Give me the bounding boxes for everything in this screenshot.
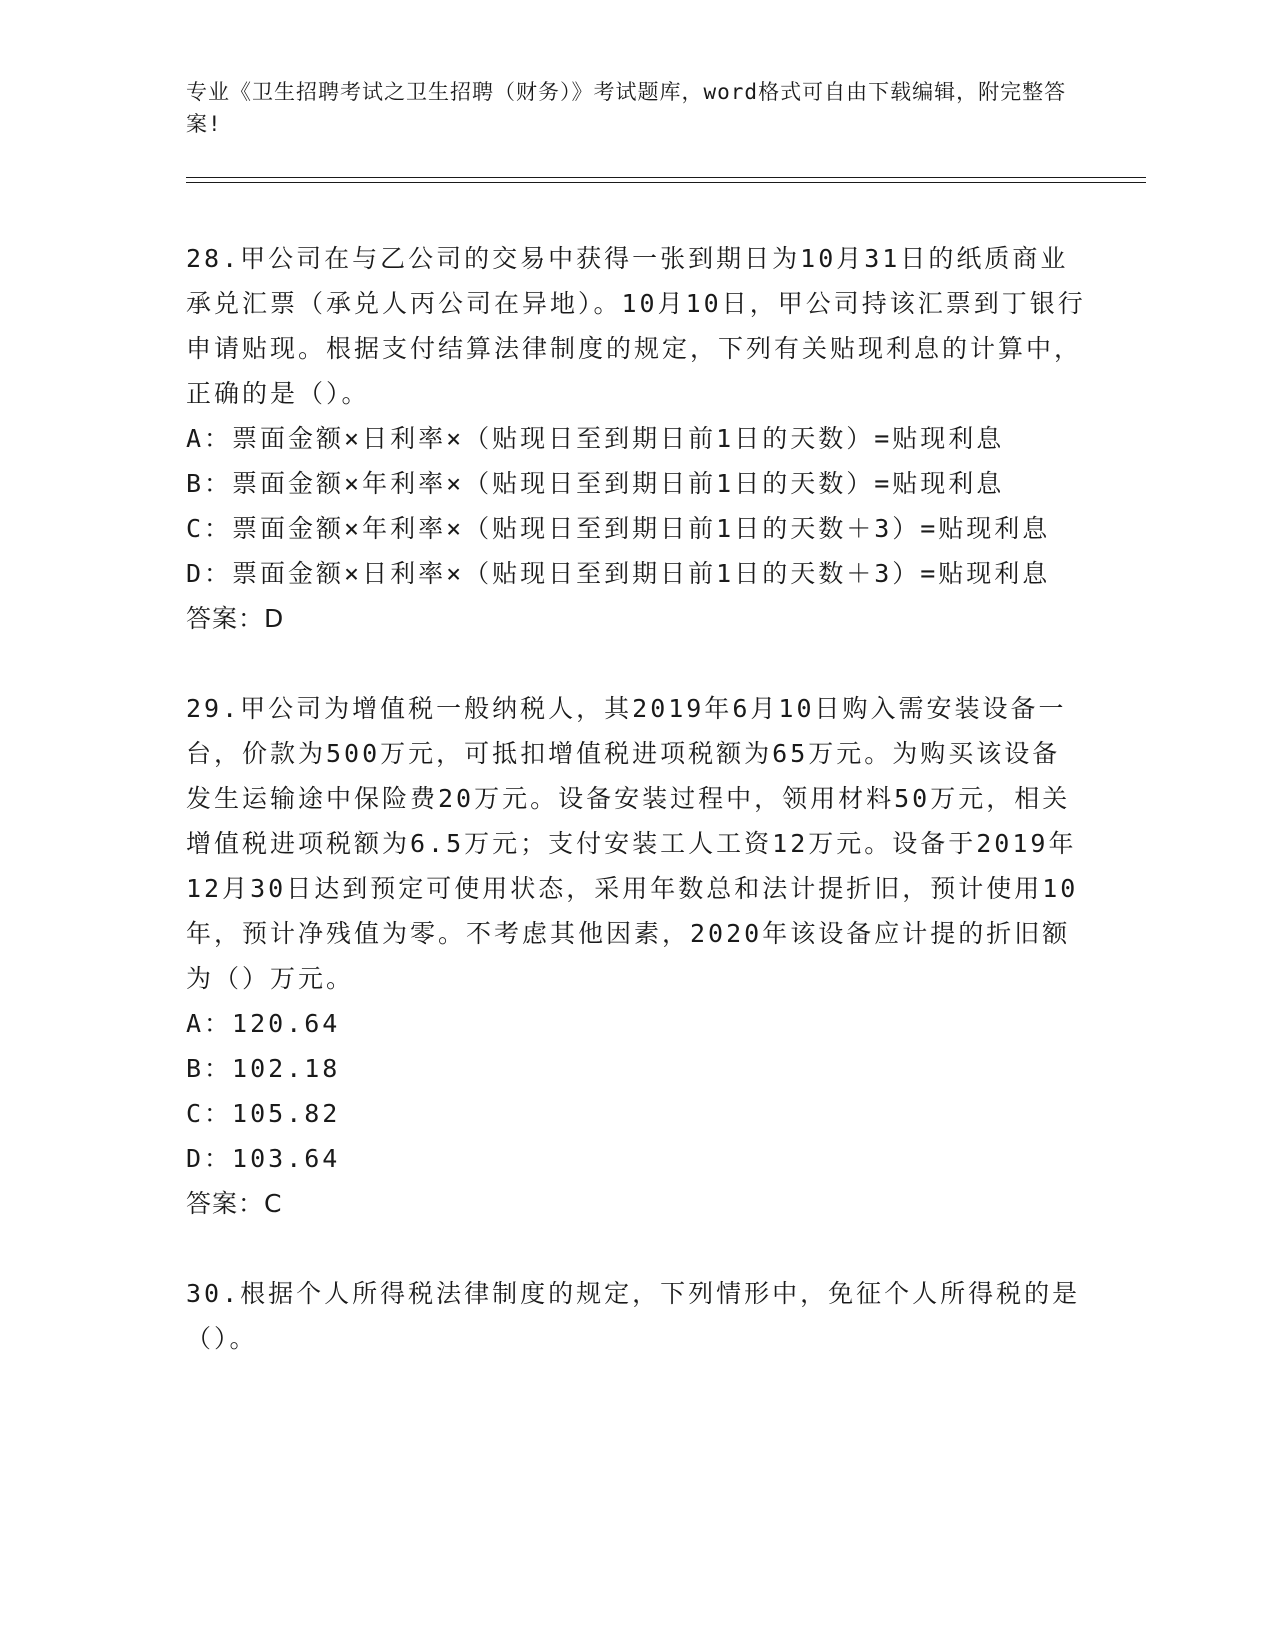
option-a: A：票面金额×日利率×（贴现日至到期日前1日的天数）=贴现利息 <box>186 424 1005 453</box>
question-list <box>186 236 1086 1361</box>
question-28 <box>186 236 1086 641</box>
question-spacer <box>186 641 1086 686</box>
option-a: A：120.64 <box>186 1009 341 1038</box>
option-c: C：105.82 <box>186 1099 341 1128</box>
question-stem: 30.根据个人所得税法律制度的规定，下列情形中，免征个人所得税的是（）。 <box>186 1279 1081 1353</box>
option-d: D：票面金额×日利率×（贴现日至到期日前1日的天数＋3）=贴现利息 <box>186 559 1051 588</box>
answer-label: 答案：C <box>186 1189 283 1218</box>
option-b: B：票面金额×年利率×（贴现日至到期日前1日的天数）=贴现利息 <box>186 469 1005 498</box>
answer-label: 答案：D <box>186 604 285 633</box>
option-c: C：票面金额×年利率×（贴现日至到期日前1日的天数＋3）=贴现利息 <box>186 514 1051 543</box>
question-spacer <box>186 1226 1086 1271</box>
document-header: 专业《卫生招聘考试之卫生招聘（财务）》考试题库，word格式可自由下载编辑，附完整答案! <box>186 80 1067 136</box>
question-stem: 29.甲公司为增值税一般纳税人，其2019年6月10日购入需安装设备一台，价款为500万元，可抵扣增值税进项税额为65万元。为购买该设备发生运输途中保险费20万元。设备安装过程中，领用材料50万元，相关增值税进项税额为6.5万元；支付安装工人工资12万元。设备于2019年12月30日达到预定可使用状态，采用年数总和法计提折旧，预计使用10年，预计净残值为零。不考虑其他因素，2020年该设备应计提的折旧额为（）万元。 <box>186 694 1079 993</box>
question-30 <box>186 1271 1086 1361</box>
question-stem: 28.甲公司在与乙公司的交易中获得一张到期日为10月31日的纸质商业承兑汇票（承兑人丙公司在异地）。10月10日，甲公司持该汇票到丁银行申请贴现。根据支付结算法律制度的规定，下列有关贴现利息的计算中，正确的是（）。 <box>186 244 1086 408</box>
option-d: D：103.64 <box>186 1144 341 1173</box>
header-divider-top <box>186 177 1146 178</box>
option-b: B：102.18 <box>186 1054 341 1083</box>
question-29 <box>186 686 1086 1226</box>
header-divider-bottom <box>186 182 1146 183</box>
